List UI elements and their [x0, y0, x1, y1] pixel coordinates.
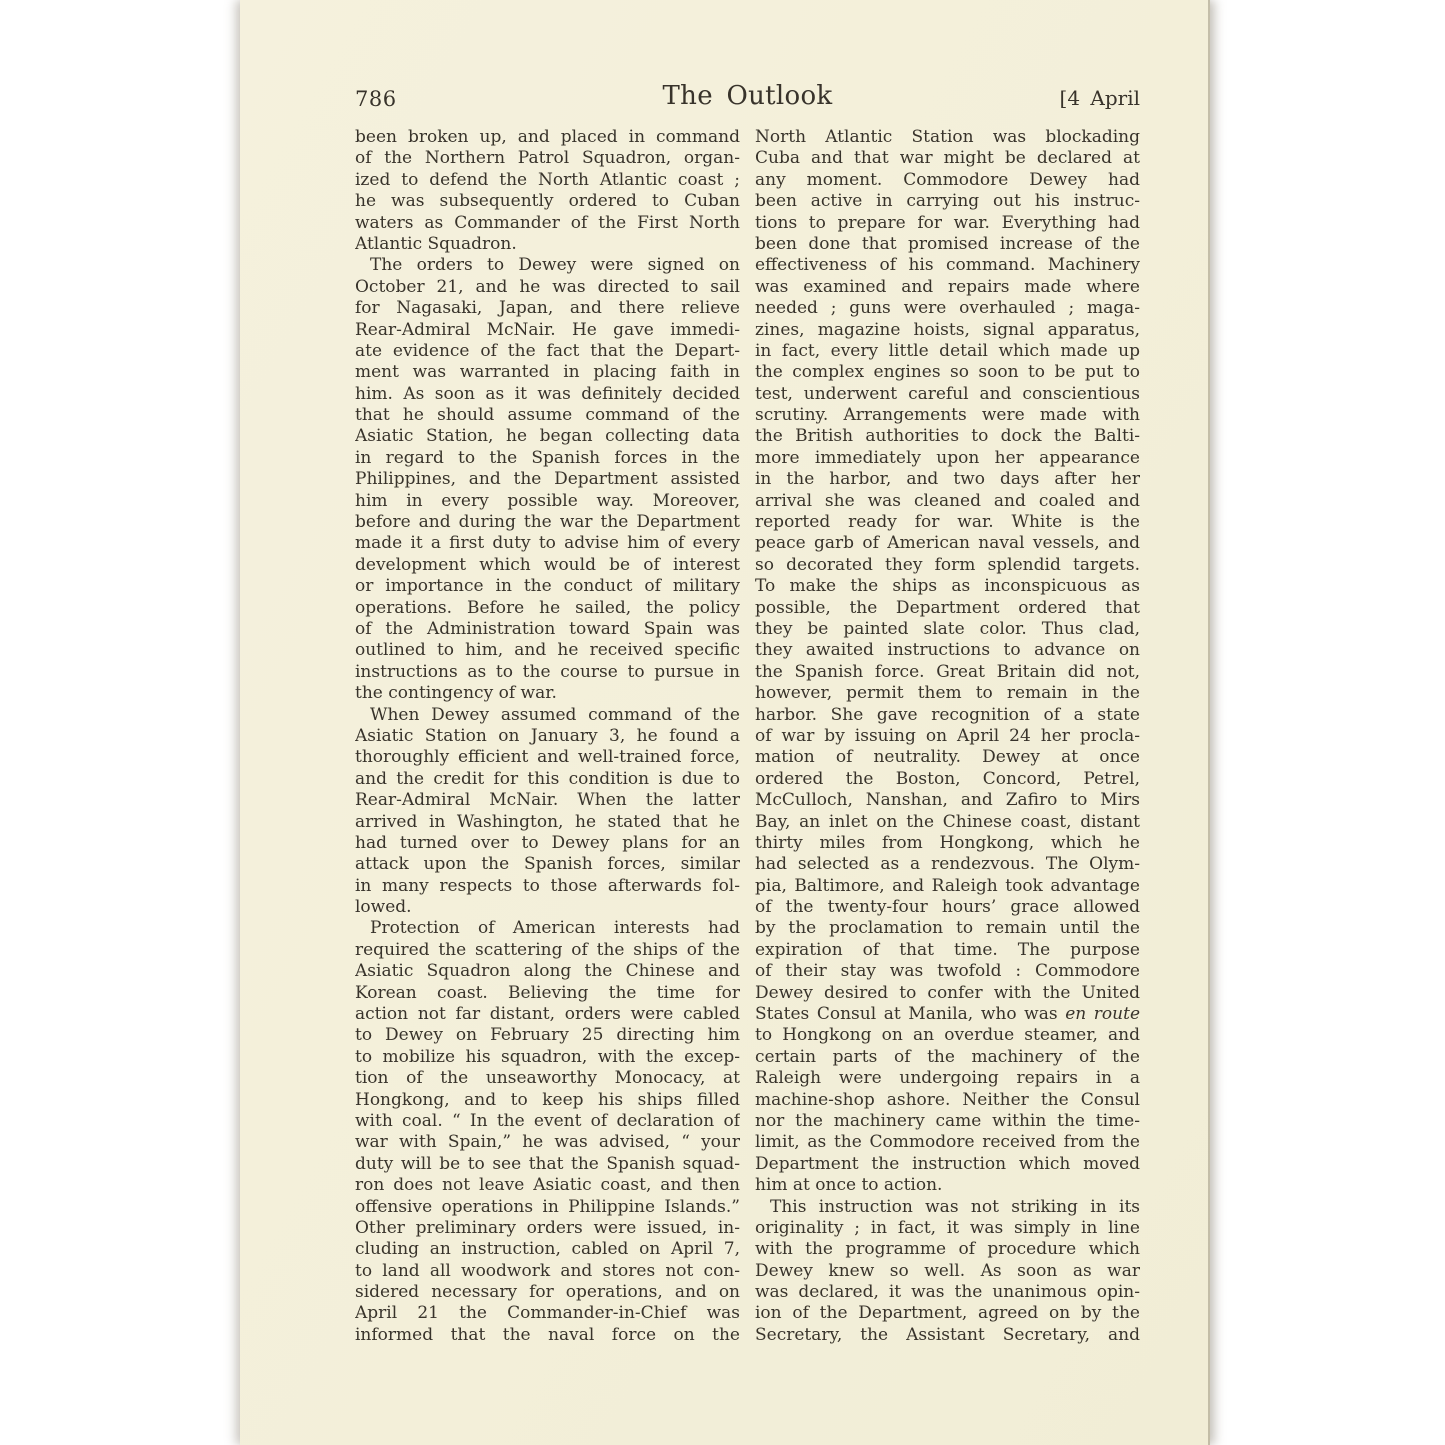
text-line: test, underwent careful and conscientious	[755, 383, 1140, 404]
text-line: been done that promised increase of the	[755, 233, 1140, 254]
text-line: machine-shop ashore. Neither the Consul	[755, 1089, 1140, 1110]
text-line: was declared, it was the unanimous opin-	[755, 1282, 1140, 1303]
text-line: cluding an instruction, cabled on April 7,	[355, 1239, 740, 1260]
text-line: This instruction was not striking in its	[770, 1196, 1140, 1217]
text-line: nor the machinery came within the time-	[755, 1110, 1140, 1131]
text-line: Hongkong, and to keep his ships filled	[355, 1089, 740, 1110]
text-line: in many respects to those afterwards fol-	[355, 875, 740, 896]
text-line: tion of the unseaworthy Monocacy, at	[355, 1068, 740, 1089]
text-line: Secretary, the Assistant Secretary, and	[755, 1324, 1140, 1345]
text-line: the contingency of war.	[355, 683, 557, 704]
text-line: tions to prepare for war. Everything had	[755, 212, 1140, 233]
text-line: they be painted slate color. Thus clad,	[755, 618, 1140, 639]
text-line: of the Administration toward Spain was	[355, 618, 740, 639]
text-line: McCulloch, Nanshan, and Zafiro to Mirs	[755, 790, 1140, 811]
text-line: Asiatic Station, he began collecting data	[355, 426, 740, 447]
text-line: instructions as to the course to pursue in	[355, 661, 740, 682]
text-line: the complex engines so soon to be put to	[755, 362, 1140, 383]
text-line: April 21 the Commander-in-Chief was	[355, 1303, 740, 1324]
text-line: harbor. She gave recognition of a state	[755, 704, 1140, 725]
text-line: Cuba and that war might be declared at	[755, 148, 1140, 169]
publication-title: The Outlook	[662, 81, 833, 111]
text-line: offensive operations in Philippine Islands.”	[355, 1196, 740, 1217]
text-line: before and during the war the Department	[355, 512, 740, 533]
text-line: that he should assume command of the	[355, 405, 740, 426]
text-line: October 21, and he was directed to sail	[355, 276, 740, 297]
text-line: he was subsequently ordered to Cuban	[355, 191, 740, 212]
left-column	[355, 127, 740, 1346]
text-line: with coal. “ In the event of declaration of	[355, 1110, 740, 1131]
text-line: informed that the naval force on the	[355, 1324, 740, 1345]
text-line: zines, magazine hoists, signal apparatus,	[755, 319, 1140, 340]
text-line: Asiatic Station on January 3, he found a	[355, 725, 740, 746]
text-line: arrived in Washington, he stated that he	[355, 811, 740, 832]
text-line: scrutiny. Arrangements were made with	[755, 405, 1140, 426]
text-line: of the Northern Patrol Squadron, organ-	[355, 148, 740, 169]
page-number: 786	[355, 87, 397, 111]
text-line: been broken up, and placed in command	[355, 127, 740, 147]
text-line: been active in carrying out his instruc-	[755, 191, 1140, 212]
text-line: To make the ships as inconspicuous as	[755, 576, 1140, 597]
text-line: certain parts of the machinery of the	[755, 1046, 1140, 1067]
text-line: ion of the Department, agreed on by the	[755, 1303, 1140, 1324]
text-line: Dewey knew so well. As soon as war	[755, 1260, 1140, 1281]
text-line: originality ; in fact, it was simply in line	[755, 1217, 1140, 1238]
text-line: had turned over to Dewey plans for an	[355, 832, 740, 853]
text-line: Rear-Admiral McNair. He gave immedi-	[355, 319, 740, 340]
text-line: North Atlantic Station was blockading	[755, 127, 1140, 147]
text-line: made it a first duty to advise him of every	[355, 533, 740, 554]
text-line: of their stay was twofold : Commodore	[755, 961, 1140, 982]
text-line: Department the instruction which moved	[755, 1153, 1140, 1174]
text-line: war with Spain,” he was advised, “ your	[355, 1132, 740, 1153]
text-line: with the programme of procedure which	[755, 1239, 1140, 1260]
text-line: ron does not leave Asiatic coast, and then	[355, 1175, 740, 1196]
text-line: for Nagasaki, Japan, and there relieve	[355, 298, 740, 319]
text-line: development which would be of interest	[355, 554, 740, 575]
text-line: him. As soon as it was definitely decided	[355, 383, 740, 404]
text-line: the British authorities to dock the Balti-	[755, 426, 1140, 447]
text-line: Protection of American interests had	[370, 918, 740, 939]
text-line: of the twenty-four hours’ grace allowed	[755, 897, 1140, 918]
text-line: Korean coast. Believing the time for	[355, 982, 740, 1003]
text-columns	[355, 127, 1140, 1346]
text-line: Other preliminary orders were issued, in-	[355, 1217, 740, 1238]
text-line: Bay, an inlet on the Chinese coast, distant	[755, 811, 1140, 832]
text-line: ordered the Boston, Concord, Petrel,	[755, 768, 1140, 789]
text-line: effectiveness of his command. Machinery	[755, 255, 1140, 276]
text-line: required the scattering of the ships of the	[355, 939, 740, 960]
text-line: possible, the Department ordered that	[755, 597, 1140, 618]
text-line: The orders to Dewey were signed on	[370, 255, 740, 276]
text-line: in the harbor, and two days after her	[755, 469, 1140, 490]
text-line: thoroughly efficient and well-trained force,	[355, 747, 740, 768]
text-line: thirty miles from Hongkong, which he	[755, 832, 1140, 853]
text-line: more immediately upon her appearance	[755, 447, 1140, 468]
text-line: ate evidence of the fact that the Depart-	[355, 340, 740, 361]
text-line: the Spanish force. Great Britain did not,	[755, 661, 1140, 682]
text-line: outlined to him, and he received specific	[355, 640, 740, 661]
text-line: to land all woodwork and stores not con-	[355, 1260, 740, 1281]
text-line: Philippines, and the Department assisted	[355, 469, 740, 490]
text-line: expiration of that time. The purpose	[755, 939, 1140, 960]
text-line: When Dewey assumed command of the	[370, 704, 740, 725]
text-line: and the credit for this condition is due to	[355, 768, 740, 789]
text-line: Atlantic Squadron.	[355, 233, 517, 254]
right-column	[755, 127, 1140, 1346]
page-header	[355, 78, 1140, 111]
text-line: pia, Baltimore, and Raleigh took advantage	[755, 875, 1140, 896]
text-line: any moment. Commodore Dewey had	[755, 169, 1140, 190]
text-line: operations. Before he sailed, the policy	[355, 597, 740, 618]
text-line: ized to defend the North Atlantic coast ;	[355, 169, 740, 190]
text-line: attack upon the Spanish forces, similar	[355, 854, 740, 875]
text-line: to Dewey on February 25 directing him	[355, 1025, 740, 1046]
text-line: waters as Commander of the First North	[355, 212, 740, 233]
text-line: to mobilize his squadron, with the excep-	[355, 1046, 740, 1067]
issue-date: [4 April	[1059, 86, 1140, 110]
text-line: lowed.	[355, 897, 412, 918]
text-line: him in every possible way. Moreover,	[355, 490, 740, 511]
text-line: him at once to action.	[755, 1175, 943, 1196]
text-line: Raleigh were undergoing repairs in a	[755, 1068, 1140, 1089]
text-line: by the proclamation to remain until the	[755, 918, 1140, 939]
text-line: ment was warranted in placing faith in	[355, 362, 740, 383]
text-line: States Consul at Manila, who was en route	[755, 1004, 1140, 1025]
text-line: arrival she was cleaned and coaled and	[755, 490, 1140, 511]
text-line: was examined and repairs made where	[755, 276, 1140, 297]
text-line: in regard to the Spanish forces in the	[355, 447, 740, 468]
text-line: sidered necessary for operations, and on	[355, 1282, 740, 1303]
text-line: limit, as the Commodore received from the	[755, 1132, 1140, 1153]
text-line: peace garb of American naval vessels, and	[755, 533, 1140, 554]
text-line: so decorated they form splendid targets.	[755, 554, 1140, 575]
text-line: they awaited instructions to advance on	[755, 640, 1140, 661]
text-line: had selected as a rendezvous. The Olym-	[755, 854, 1140, 875]
text-line: however, permit them to remain in the	[755, 683, 1140, 704]
text-line: or importance in the conduct of military	[355, 576, 740, 597]
text-line: needed ; guns were overhauled ; maga-	[755, 298, 1140, 319]
text-line: in fact, every little detail which made up	[755, 340, 1140, 361]
text-line: reported ready for war. White is the	[755, 512, 1140, 533]
magazine-page	[240, 0, 1210, 1445]
text-line: mation of neutrality. Dewey at once	[755, 747, 1140, 768]
text-line: to Hongkong on an overdue steamer, and	[755, 1025, 1140, 1046]
text-line: duty will be to see that the Spanish squad-	[355, 1153, 740, 1174]
text-line: Dewey desired to confer with the United	[755, 982, 1140, 1003]
text-line: action not far distant, orders were cabled	[355, 1004, 740, 1025]
text-line: Rear-Admiral McNair. When the latter	[355, 790, 740, 811]
text-line: of war by issuing on April 24 her procla-	[755, 725, 1140, 746]
text-line: Asiatic Squadron along the Chinese and	[355, 961, 740, 982]
